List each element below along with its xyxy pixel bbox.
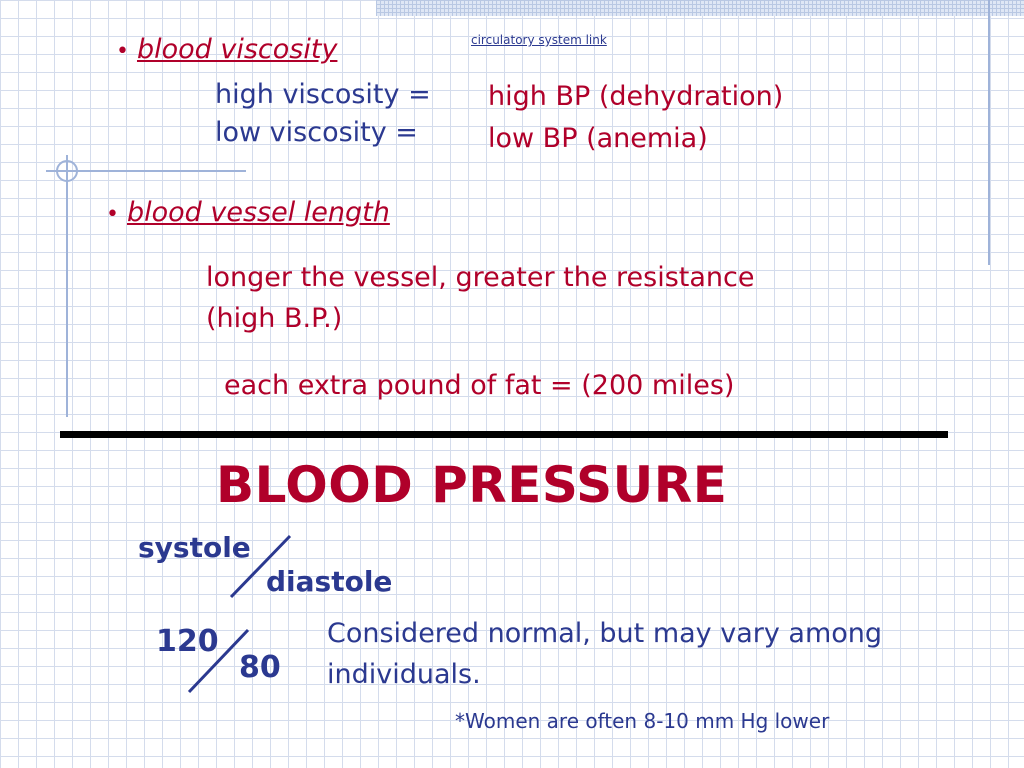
viscosity-right-line-1: high BP (dehydration) (488, 81, 784, 112)
bullet-icon: • (106, 202, 119, 227)
circulatory-system-link[interactable]: circulatory system link (471, 33, 607, 47)
viscosity-heading (116, 34, 337, 65)
right-frame-line (988, 0, 990, 265)
bullet-icon: • (116, 39, 129, 64)
viscosity-left-line-1: high viscosity = (215, 79, 431, 110)
systole-label: systole (138, 531, 251, 564)
section-divider (60, 431, 948, 438)
top-pattern-band (376, 0, 1024, 16)
frame-ring-ornament (56, 160, 78, 182)
viscosity-heading-text: blood viscosity (136, 34, 338, 65)
normal-note-line-2: individuals. (327, 659, 481, 690)
left-frame-line (66, 155, 68, 417)
women-footnote: *Women are often 8-10 mm Hg lower (455, 709, 830, 733)
vessel-length-heading-text: blood vessel length (126, 197, 390, 228)
diastolic-value: 80 (239, 650, 281, 685)
diastole-label: diastole (266, 565, 393, 598)
viscosity-right-line-2: low BP (anemia) (488, 123, 708, 154)
systolic-value: 120 (156, 624, 219, 659)
vessel-length-line-1: longer the vessel, greater the resistance (206, 262, 755, 293)
normal-note-line-1: Considered normal, but may vary among (327, 618, 883, 649)
vessel-length-line-2: (high B.P.) (206, 303, 343, 334)
blood-pressure-title: BLOOD PRESSURE (216, 456, 728, 514)
fat-note: each extra pound of fat = (200 miles) (224, 370, 735, 401)
viscosity-left-line-2: low viscosity = (215, 117, 418, 148)
vessel-length-heading (106, 197, 390, 228)
